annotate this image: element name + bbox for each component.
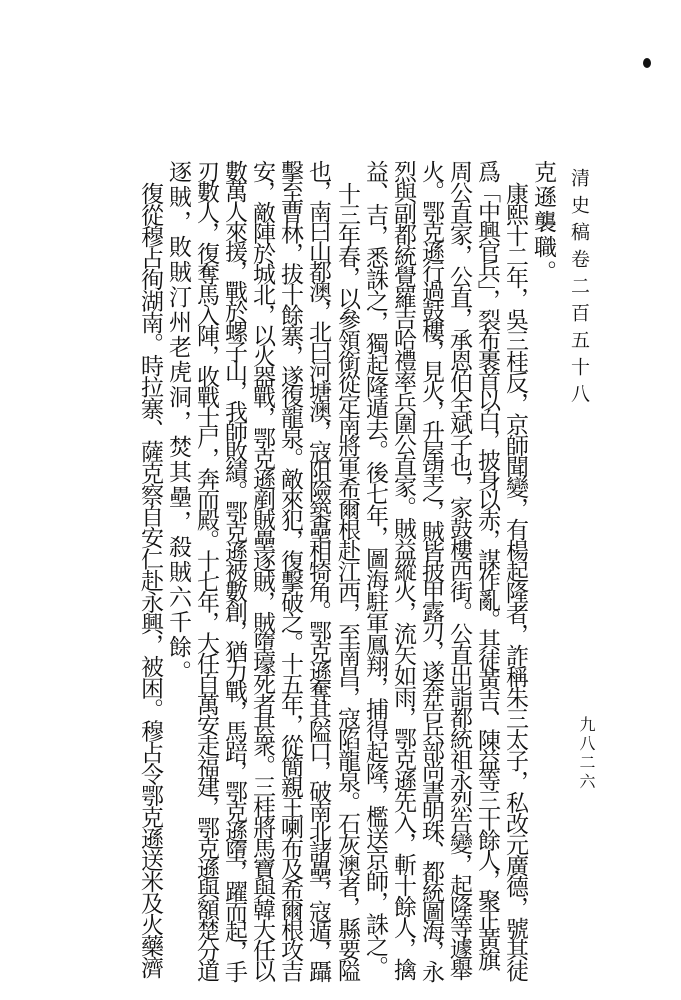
text-column: 逐賊，敗賊汀州老虎洞，焚其壘，殺賊六千餘。 — [165, 160, 191, 685]
page-header-title: 清史稿卷二百五十八 — [568, 168, 590, 411]
text-column: 益、吉，悉誅之，獨起隆遁去。後七年，圖海駐軍鳳翔，捕得起隆，檻送京師，誅之。 — [362, 160, 388, 977]
text-column: 十三年春，以參領銜從定南將軍希爾根赴江西，至南昌，寇陷龍泉。石灰澳者，縣要隘 — [334, 182, 360, 980]
page-number: 九八二六 — [577, 716, 596, 792]
text-column: 康熙十二年，吳三桂反，京師聞變，有楊起隆者，詐稱朱三太子，私改元廣德，號其徒 — [502, 182, 528, 980]
text-column: 火。鄂克遜行過鼓樓，見火，升屋望之，賊皆披甲露刃，遂奔告兵部尚書明珠、都統圖海，永 — [418, 160, 444, 980]
text-column: 克遜襲職。 — [530, 160, 556, 285]
text-column: 周公直家，公直，承恩伯全斌子也，家鼓樓西街。公直出詣都統祖永烈告變，起隆等遽舉 — [446, 160, 472, 979]
text-column: 刃數人，復奪馬入陣，收戰士尸，奔而殿。十七年，大任自萬安走福建，鄂克遜與額楚分道 — [193, 160, 219, 980]
text-column: 也，南曰山都澳，北曰河塘澳，寇阻險築壘相犄角。鄂克遜奪其隘口，破南北諸壘，寇遁，躡 — [305, 160, 331, 980]
text-column: 復從穆占徇湖南。時拉寨、薩克察自安仁赴永興，被困。穆占令鄂克遜送米及火藥濟 — [137, 182, 163, 978]
text-column: 擊至曹林，拔十餘寨，遂復龍泉。敵來犯，復擊破之。十五年，從簡親王喇布及希爾根攻吉 — [277, 160, 303, 980]
text-column: 數萬人來援，戰於螺子山，我師敗績。鄂克遜被數創，猶力戰，馬踣，鄂克遜墮，躍而起，手 — [221, 160, 247, 980]
text-column: 爲「中興官兵」，裂布裹首以白，披身以赤，謀作亂。其徒黃吉、陳益等三十餘人，聚正黃旗 — [474, 160, 500, 969]
text-column: 安，敵陣於城北，以火器戰，鄂克遜剷賊壘逐賊，賊墮壕死者甚衆。三桂將馬寶與韓大任以 — [249, 160, 275, 980]
text-column: 烈與副都統覺羅吉哈禮率兵圍公直家。賊益縱火，流矢如雨，鄂克遜先入，斬十餘人，擒 — [390, 160, 416, 979]
ink-mark — [643, 58, 651, 68]
